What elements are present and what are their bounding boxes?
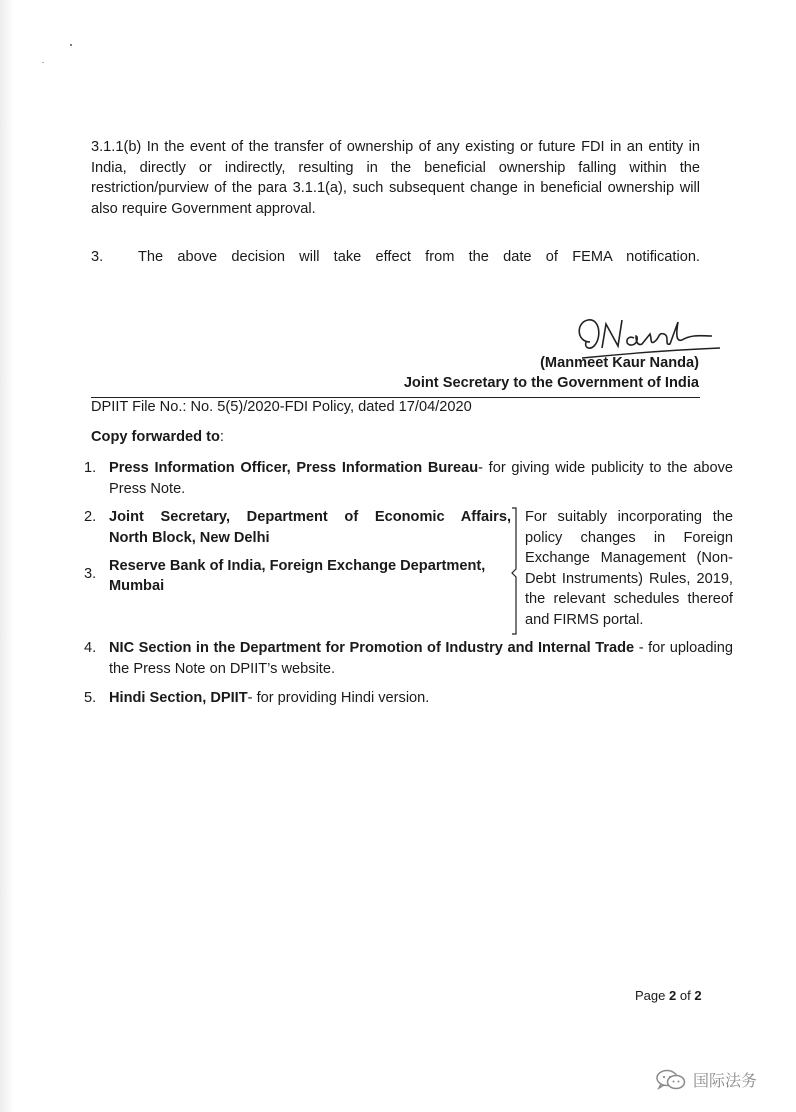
list-item-2-line1: Joint Secretary, Department of Economic Affairs, bbox=[109, 509, 511, 525]
watermark bbox=[655, 1068, 757, 1091]
list-item-rest: - for uploading the Press Note on DPIIT’s website. bbox=[109, 640, 734, 677]
wechat-icon bbox=[655, 1069, 687, 1091]
list-item-number: 5. bbox=[84, 690, 97, 706]
list-item-rest: - for providing Hindi version. bbox=[247, 690, 430, 706]
scan-speck bbox=[70, 44, 72, 46]
list-item-2-line2: North Block, New Delhi bbox=[109, 530, 270, 546]
page-label: Page bbox=[635, 988, 666, 1003]
page-number bbox=[635, 988, 702, 1003]
right-brace-bracket bbox=[510, 507, 524, 635]
list-item-number: 3. bbox=[84, 566, 97, 582]
list-item-5 bbox=[109, 688, 733, 709]
scan-edge bbox=[0, 0, 14, 1112]
list-item-number: 1. bbox=[84, 460, 97, 476]
list-item-number: 2. bbox=[84, 509, 97, 525]
copy-forwarded-heading-text: Copy forwarded to bbox=[91, 429, 220, 445]
list-item-4 bbox=[109, 638, 733, 679]
signatory-designation: Joint Secretary to the Government of India bbox=[403, 375, 699, 391]
list-item-bold: NIC Section in the Department for Promotion of Industry and Internal Trade bbox=[109, 640, 635, 656]
paragraph-3-number: 3. bbox=[91, 249, 104, 265]
copy-forwarded-heading-colon: : bbox=[219, 429, 224, 445]
paragraph-3 bbox=[91, 247, 700, 268]
watermark-text: 国际法务 bbox=[693, 1073, 758, 1090]
list-item-3-line2: Mumbai bbox=[109, 578, 165, 594]
paragraph-3-text: The above decision will take effect from the date of FEMA notification. bbox=[138, 249, 700, 265]
list-item-bold: Hindi Section, DPIIT bbox=[109, 690, 248, 706]
paragraph-3-1-1-b: 3.1.1(b) In the event of the transfer of ownership of any existing or future FDI in an entity in India, directly or indirectly, resulting in the beneficial ownership falling within the restriction/purview of the para 3.1.1(a), such subsequent change in beneficial ownership will also require Government approval. bbox=[91, 139, 700, 217]
page-of: of bbox=[679, 988, 691, 1003]
signatory-name: (Manmeet Kaur Nanda) bbox=[540, 355, 699, 371]
shared-purpose-text: For suitably incorporating the policy changes in Foreign Exchange Management (Non-Debt Instruments) Rules, 2019, the relevant schedules thereof and FIRMS portal. bbox=[525, 509, 733, 628]
page-current: 2 bbox=[669, 988, 677, 1003]
list-item-1 bbox=[109, 458, 733, 499]
horizontal-rule bbox=[91, 397, 700, 398]
page-total: 2 bbox=[694, 988, 702, 1003]
list-item-3-line1: Reserve Bank of India, Foreign Exchange Department, bbox=[109, 558, 486, 574]
list-item-rest: - for giving wide publicity to the above Press Note. bbox=[109, 460, 733, 497]
scan-speck bbox=[42, 62, 44, 63]
copy-forwarded-heading bbox=[91, 429, 224, 445]
file-reference: DPIIT File No.: No. 5(5)/2020-FDI Policy, dated 17/04/2020 bbox=[91, 399, 472, 415]
list-item-number: 4. bbox=[84, 640, 97, 656]
list-item-bold: Press Information Officer, Press Information Bureau bbox=[109, 460, 479, 476]
